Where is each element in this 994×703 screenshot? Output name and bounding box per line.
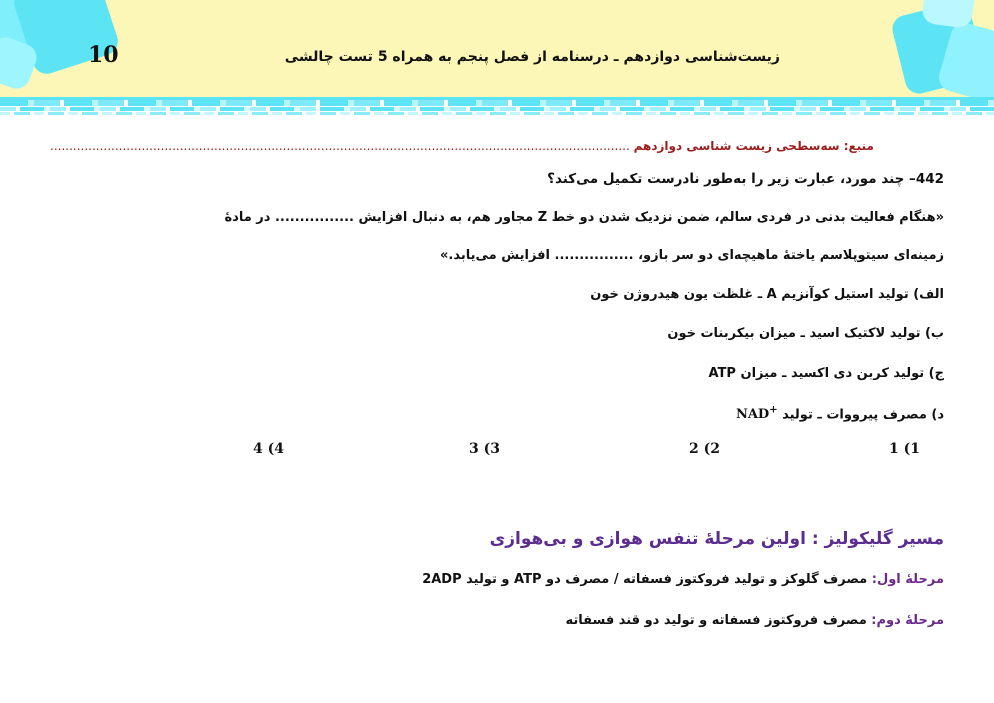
glycolysis-step-2 xyxy=(565,613,944,628)
option-3[interactable]: 3 (3 xyxy=(469,441,500,457)
step-2-label: مرحلهٔ دوم: xyxy=(871,613,944,628)
option-4[interactable]: 4 (4 xyxy=(253,441,284,457)
step-1-label: مرحلهٔ اول: xyxy=(871,572,944,587)
dotted-leader: ........................................................................................................................................................ xyxy=(50,139,634,153)
header-stripe-2 xyxy=(0,107,994,111)
question-source xyxy=(50,139,944,153)
page-number: 10 xyxy=(88,42,119,68)
answer-options xyxy=(240,441,920,463)
section-title: مسیر گلیکولیز : اولین مرحلهٔ تنفس هوازی و بی‌هوازی xyxy=(489,529,944,549)
question-source-label: منبع: سه‌سطحی زیست شناسی دوازدهم xyxy=(633,139,874,153)
question-quote-line-2: زمینه‌ای سیتوپلاسم یاختهٔ ماهیچه‌ای دو سر بازو، ................ افزایش می‌یابد.» xyxy=(440,248,944,263)
question-item-d xyxy=(736,405,944,422)
header-stripe-1 xyxy=(0,100,994,106)
glycolysis-step-1 xyxy=(422,572,944,587)
question-item-b: ب) تولید لاکتیک اسید ـ میزان بیکربنات خون xyxy=(667,326,944,341)
option-2[interactable]: 2 (2 xyxy=(689,441,720,457)
step-1-text: مصرف گلوکز و تولید فروکتوز فسفاته / مصرف دو ATP و تولید 2ADP xyxy=(422,572,868,587)
header-title: زیست‌شناسی دوازدهم ـ درسنامه از فصل پنجم به همراه 5 تست چالشی xyxy=(284,49,780,65)
page-header xyxy=(0,0,994,100)
nad-charge: + xyxy=(769,405,778,416)
question-item-c: ج) تولید کربن دی اکسید ـ میزان ATP xyxy=(708,366,944,381)
question-item-d-text: د) مصرف پیرووات ـ تولید xyxy=(782,407,944,423)
header-stripe-3 xyxy=(0,112,994,115)
question-quote-line-1: «هنگام فعالیت بدنی در فردی سالم، ضمن نزدیک شدن دو خط Z مجاور هم، به دنبال افزایش ................ در مادهٔ xyxy=(224,210,944,225)
step-2-text: مصرف فروکتوز فسفاته و تولید دو قند فسفاته xyxy=(565,613,867,628)
option-1[interactable]: 1 (1 xyxy=(889,441,920,457)
nad-formula: NAD+ xyxy=(735,405,778,423)
question-item-a: الف) تولید استیل کوآنزیم A ـ غلظت یون هیدروژن خون xyxy=(590,287,944,302)
question-stem: 442– چند مورد، عبارت زیر را به‌طور نادرست تکمیل می‌کند؟ xyxy=(547,171,944,187)
